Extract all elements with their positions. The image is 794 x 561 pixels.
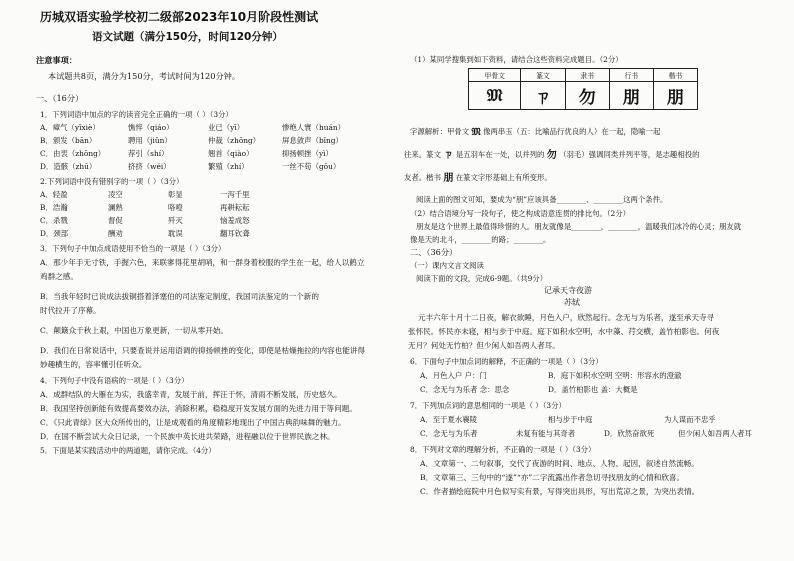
q1-C3: 翘首（qiào）	[208, 149, 254, 158]
q4-B: B．我国坚持创新能有效提高要效办法，消除积累，稳稳度开发发展方面的先进力用于等问题。	[40, 404, 357, 413]
q1-B1: B．颁发（bān）	[40, 136, 97, 145]
q8-B: B．文章第三、三句中的“遂”“亦”二字流露出作者急切寻找朋友的心情和欣喜。	[420, 473, 685, 482]
exam-title: 历城双语实验学校初二级部2023年10月阶段性测试	[40, 10, 319, 24]
section1-head: 一、（16分）	[36, 93, 84, 103]
q2-D2: 酬劝	[108, 229, 123, 238]
q7-B2: 未复有能与其奇者	[516, 429, 576, 438]
q1-D2: 挤挤（wéi）	[128, 162, 171, 171]
q7-A1: A．至于夏水襄陵	[420, 415, 478, 424]
header-regular: 楷书	[653, 69, 697, 82]
q4-A: A．成群结队的大雁在为实，我盛幸青，发展于前，挥汪于怀，清雨不断发展，历史悠久。	[40, 390, 342, 399]
q2-A2: 凌空	[108, 190, 123, 199]
q1-A4: 惨绝人寰（huán）	[282, 123, 346, 132]
essay-para-line3: 无月？何处无竹柏？但少闲人如吾两人者耳。	[408, 341, 560, 350]
q5-1-stem: （1）某同学搜集到如下资料，请结合这些资料完成题目。（2分）	[410, 55, 623, 64]
q4-D: D．在国不断尝试大众日记录，一个民族中英长进共荣路，进程融以位于世界民族之林。	[40, 432, 335, 441]
q2-C4: 恼羞成怒	[220, 216, 250, 225]
q2-D1: D．颈部	[40, 229, 69, 238]
glyph-regular: 朋	[653, 82, 697, 110]
q6-stem: 6．下面句子中加点词的解释，不正确的一项是（ ）（3分）	[410, 357, 603, 366]
q7-B3: D．欣然奋欲死	[604, 429, 655, 438]
q2-B2: 澜熟	[108, 203, 123, 212]
q1-D4: 一丝不苟（gōu）	[282, 162, 341, 171]
notice-label: 注意事项：	[36, 55, 77, 65]
q1-A2: 憔悴（qiáo）	[128, 123, 174, 132]
expl-p1b: 像两串玉（五：比喻品行优良的人）在一起，隐喻一起	[483, 127, 661, 136]
q8-C: C．作者描绘庭院中月色似写实有景，写得突出具形，写出荒凉之景，为突出表情。	[420, 487, 700, 496]
header-running: 行书	[609, 69, 653, 82]
q7-A2: 相与步于中庭	[548, 415, 593, 424]
regular-glyph-inline: 朋	[443, 173, 454, 184]
q1-C1: C．由衷（zhōng）	[40, 149, 106, 158]
header-seal: 篆文	[521, 69, 565, 82]
q2-D4: 翻耳钦聋	[220, 229, 250, 238]
character-evolution-table	[468, 68, 698, 110]
essay-title: 记承天寺夜游	[544, 286, 592, 295]
glyph-clerical: 勿	[565, 82, 609, 110]
q6-C: C．念无与为乐者 念：思念	[420, 385, 510, 394]
right-column	[404, 0, 776, 561]
q2-C2: 督促	[108, 216, 123, 225]
q5-2-stem: （2）结合语境分写一段句子，使之构成语意连贯的排比句。（2分）	[410, 209, 631, 218]
q2-A4: 一泻千里	[220, 190, 250, 199]
notice-line: 本试题共8页，满分为150分，考试时间为120分钟。	[48, 71, 241, 81]
essay-para-line1: 元丰六年十月十二日夜，解衣欲睡，月色入户，欣然起行。念无与为乐者，遂至承天寺寻	[418, 313, 715, 322]
expl-line2	[404, 150, 700, 160]
q2-C3: 歼灭	[168, 216, 183, 225]
q7-stem: 7．下列加点词的意思相同的一项是（ ）（3分）	[410, 401, 566, 410]
header-oracle: 甲骨文	[469, 69, 521, 82]
expl-p3b: 在篆文字形基础上有所变形。	[455, 173, 552, 182]
q1-C2: 荐引（shí）	[128, 149, 169, 158]
q5-2-line1: 朋友是这个世界上最值得珍惜的人。朋友就像是________，________，温暖我们冰冷的心灵；朋友就	[416, 222, 742, 231]
q4-stem: 4．下列句子中没有语病的一项是（ ）（3分）	[40, 376, 189, 385]
q8-A: A．文章第一、二句叙事，交代了夜游的时间、地点、人物、起因，叙述自然流畅。	[420, 459, 699, 468]
section2-intro: 阅读下面的文段，完成6-9题。（共9分）	[416, 274, 548, 283]
q7-A3: 为人谋而不忠乎	[664, 415, 716, 424]
q2-stem: 2.下列词语中没有错别字的一项（ ）（3分）	[40, 177, 184, 186]
seal-glyph-inline: ㄗ	[443, 150, 454, 161]
q5-1b: 阅读上面的图文可知，要成为“朋”应该具备________、________这两个条件。	[416, 195, 668, 204]
expl-line3	[404, 173, 552, 183]
glyph-oracle: 𝔐	[469, 82, 521, 110]
q6-B: B．庭下如积水空明 空明：形容水的澄澈	[548, 371, 682, 380]
q2-B1: B．浩瀚	[40, 203, 68, 212]
expl-p1a: 字源解析：甲骨文	[410, 127, 470, 136]
expl-p2a: 往来。篆文	[404, 150, 441, 159]
q7-B1: C．念无与为乐者	[420, 429, 478, 438]
q2-A1: A．轻盈	[40, 190, 68, 199]
q1-A3: 业已（yī）	[208, 123, 245, 132]
q5-stem: 5．下面是某实践活动中的两道题，请你完成。（4分）	[40, 446, 216, 455]
exam-subtitle: 语文试题（满分150分，时间120分钟）	[92, 31, 283, 43]
q3-B-line1: B．当我年轻时已说成法拔铜搭着泽塞伯的司法鉴定制度，我国司法鉴定的一个新的	[40, 292, 319, 301]
q3-D-line2: 妙趣横生的，容率懂引任听众。	[40, 360, 147, 369]
q2-A3: 彰显	[168, 190, 183, 199]
q1-D3: 繁殖（zhí）	[208, 162, 249, 171]
glyph-running: 朋	[609, 82, 653, 110]
q3-A-line2: 鸡群之感。	[40, 272, 78, 281]
q4-C: C．《只此青绿》区大众所传出的，让是成观看的角度精彩地现出了中国古典韵味舞的魅力。	[40, 418, 346, 427]
header-clerical: 隶书	[565, 69, 609, 82]
q7-B4: 但少闲人如吾两人者耳	[678, 429, 752, 438]
q2-D3: 耽误	[168, 229, 183, 238]
essay-para-line2: 张怀民。怀民亦未寝，相与步于中庭。庭下如积水空明，水中藻、荇交横，盖竹柏影也。何夜	[408, 327, 720, 336]
expl-line1	[410, 127, 660, 137]
left-column	[36, 0, 396, 561]
q6-D: D．盖竹柏影也 盖：大概是	[548, 385, 638, 394]
q3-D-line1: D．我们在日常说话中，只要查说并运用语调的抑扬顿挫的变化，即使是枯燥拖拉的内容也能讲得	[40, 346, 366, 355]
q2-B3: 咯噔	[168, 203, 183, 212]
q5-2-line2: 像是天的北斗，________的路；________。	[410, 235, 551, 244]
essay-author: 苏轼	[564, 298, 580, 307]
q3-B-line2: 时代拉开了序幕。	[40, 306, 101, 315]
section2-sub: （一）课内文言文阅读	[410, 261, 484, 270]
oracle-glyph-inline: 𝔐	[471, 127, 481, 138]
q1-D1: D．造骸（zhū）	[40, 162, 97, 171]
feather-glyph-inline: 勿	[546, 150, 557, 161]
expl-p3a: 友者。楷书	[404, 173, 441, 182]
q2-C1: C．杀戮	[40, 216, 68, 225]
expl-p2c: （羽毛）强调同类并列平等，是志趣相投的	[559, 150, 700, 159]
q3-A-line1: A．那少年手无寸铁，手握六色，来联寥得花里胡哨，和一群身着校服的学生在一起，给人以鹤立	[40, 258, 365, 267]
q1-B4: 屏息敛声（bǐng）	[282, 136, 343, 145]
q1-B3: 仲裁（zhōng）	[208, 136, 261, 145]
q1-C4: 抑扬顿挫（yì）	[282, 149, 333, 158]
q3-stem: 3．下列句子中加点成语使用不恰当的一项是（ ）（3分）	[40, 244, 226, 253]
q1-B2: 聘用（jiǔn）	[128, 136, 172, 145]
section2-head: 二、（36分）	[410, 247, 458, 257]
q8-stem: 8．下列对文章的理解分析，不正确的一项是（ ）（3分）	[410, 445, 596, 454]
expl-p2b: 是五羽车在一处，以并列的	[455, 150, 545, 159]
q6-A: A．月色入户 户：门	[420, 371, 487, 380]
glyph-seal: ㄗ	[521, 82, 565, 110]
q3-C: C．颠簸众千秋上艰，中国也万象更新，一切从零开始。	[40, 326, 229, 335]
q1-stem: 1．下列词语中加点的字的读音完全正确的一项（ ）（3分）	[40, 110, 233, 119]
q2-B4: 再耕耘耘	[220, 203, 250, 212]
q1-A1: A．瘴气（yǐxiè）	[40, 123, 100, 132]
